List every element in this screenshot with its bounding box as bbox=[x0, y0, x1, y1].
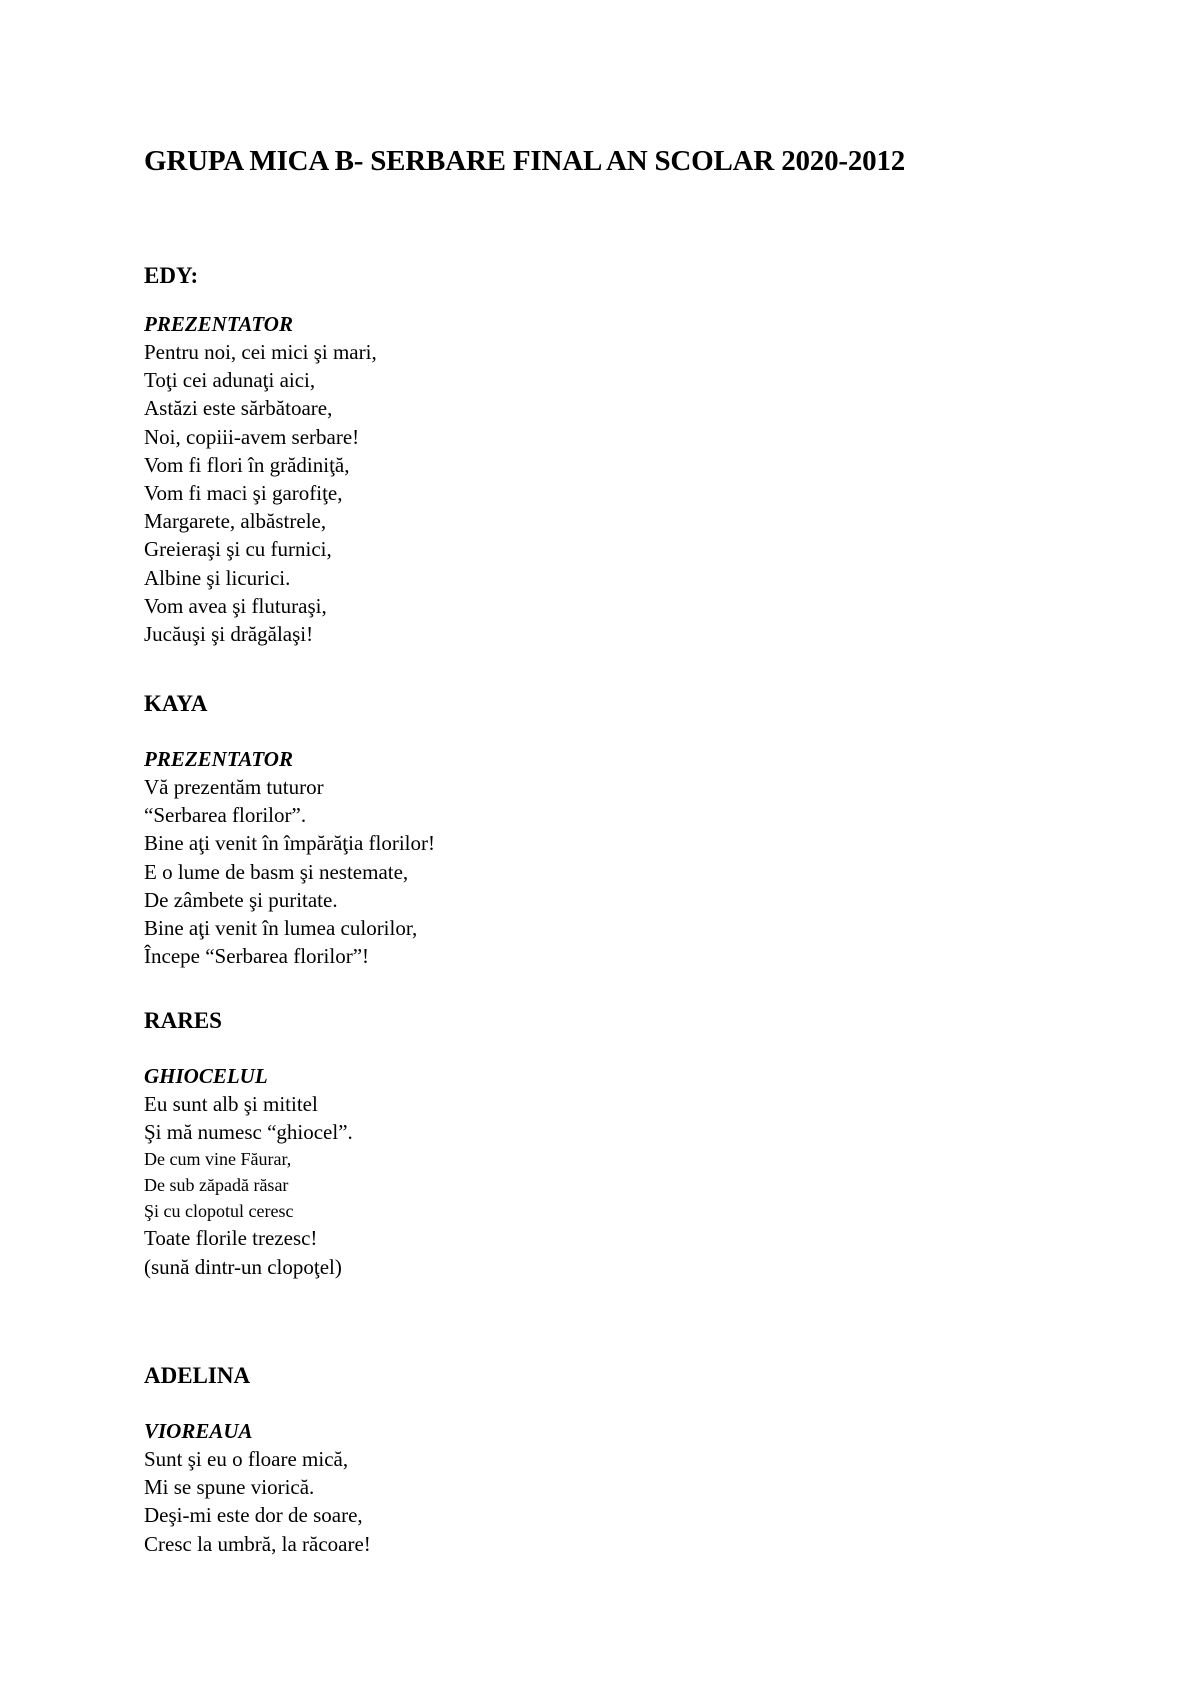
verse-line: Greieraşi şi cu furnici, bbox=[144, 537, 332, 562]
verse-line: Începe “Serbarea florilor”! bbox=[144, 944, 370, 969]
verse-line: Albine şi licurici. bbox=[144, 565, 291, 590]
verse-line: E o lume de basm şi nestemate, bbox=[144, 859, 409, 884]
speaker-name: RARES bbox=[144, 1008, 222, 1033]
section-kaya bbox=[144, 690, 1044, 970]
verse-line: Astăzi este sărbătoare, bbox=[144, 396, 333, 421]
verse-line: Mi se spune viorică. bbox=[144, 1475, 315, 1500]
document-title: GRUPA MICA B- SERBARE FINAL AN SCOLAR 2020-2012 bbox=[144, 145, 906, 177]
verse-line: Vom fi flori în grădiniţă, bbox=[144, 452, 350, 477]
speaker-name: ADELINA bbox=[144, 1363, 251, 1388]
section-edy bbox=[144, 262, 1044, 648]
section-adelina bbox=[144, 1362, 1044, 1558]
verse-line: Şi cu clopotul ceresc bbox=[144, 1201, 294, 1222]
verse-line: Noi, copiii-avem serbare! bbox=[144, 424, 360, 449]
verse-line: Toţi cei adunaţi aici, bbox=[144, 368, 316, 393]
verse-line: Sunt şi eu o floare mică, bbox=[144, 1447, 349, 1471]
verse-line: Deşi-mi este dor de soare, bbox=[144, 1503, 363, 1528]
verse-line: Vom fi maci şi garofiţe, bbox=[144, 481, 343, 506]
role-title: PREZENTATOR bbox=[144, 312, 293, 336]
verse-line: Margarete, albăstrele, bbox=[144, 509, 327, 534]
verse-line: Bine aţi venit în lumea culorilor, bbox=[144, 916, 418, 941]
speaker-name: EDY: bbox=[144, 263, 199, 288]
verse-line: Toate florile trezesc! bbox=[144, 1226, 318, 1251]
verse-line: Eu sunt alb şi mititel bbox=[144, 1092, 318, 1116]
verse-line: Vom avea şi fluturaşi, bbox=[144, 593, 327, 618]
role-title: GHIOCELUL bbox=[144, 1064, 268, 1088]
role-title: VIOREAUA bbox=[144, 1419, 253, 1443]
verse-line: Cresc la umbră, la răcoare! bbox=[144, 1531, 371, 1556]
verse-line: Bine aţi venit în împărăţia florilor! bbox=[144, 831, 435, 856]
verse-line: “Serbarea florilor”. bbox=[144, 803, 307, 828]
speaker-name: KAYA bbox=[144, 691, 208, 716]
section-rares bbox=[144, 1007, 1044, 1281]
verse-line: Şi mă numesc “ghiocel”. bbox=[144, 1120, 353, 1145]
verse-line: Vă prezentăm tuturor bbox=[144, 775, 324, 799]
verse-line: Jucăuşi şi drăgălaşi! bbox=[144, 622, 314, 647]
verse-line: Pentru noi, cei mici şi mari, bbox=[144, 340, 377, 364]
verse-line: De cum vine Făurar, bbox=[144, 1149, 292, 1170]
verse-line: (sună dintr-un clopoţel) bbox=[144, 1254, 342, 1279]
verse-line: De zâmbete şi puritate. bbox=[144, 887, 338, 912]
verse-line: De sub zăpadă răsar bbox=[144, 1175, 289, 1196]
role-title: PREZENTATOR bbox=[144, 747, 293, 771]
